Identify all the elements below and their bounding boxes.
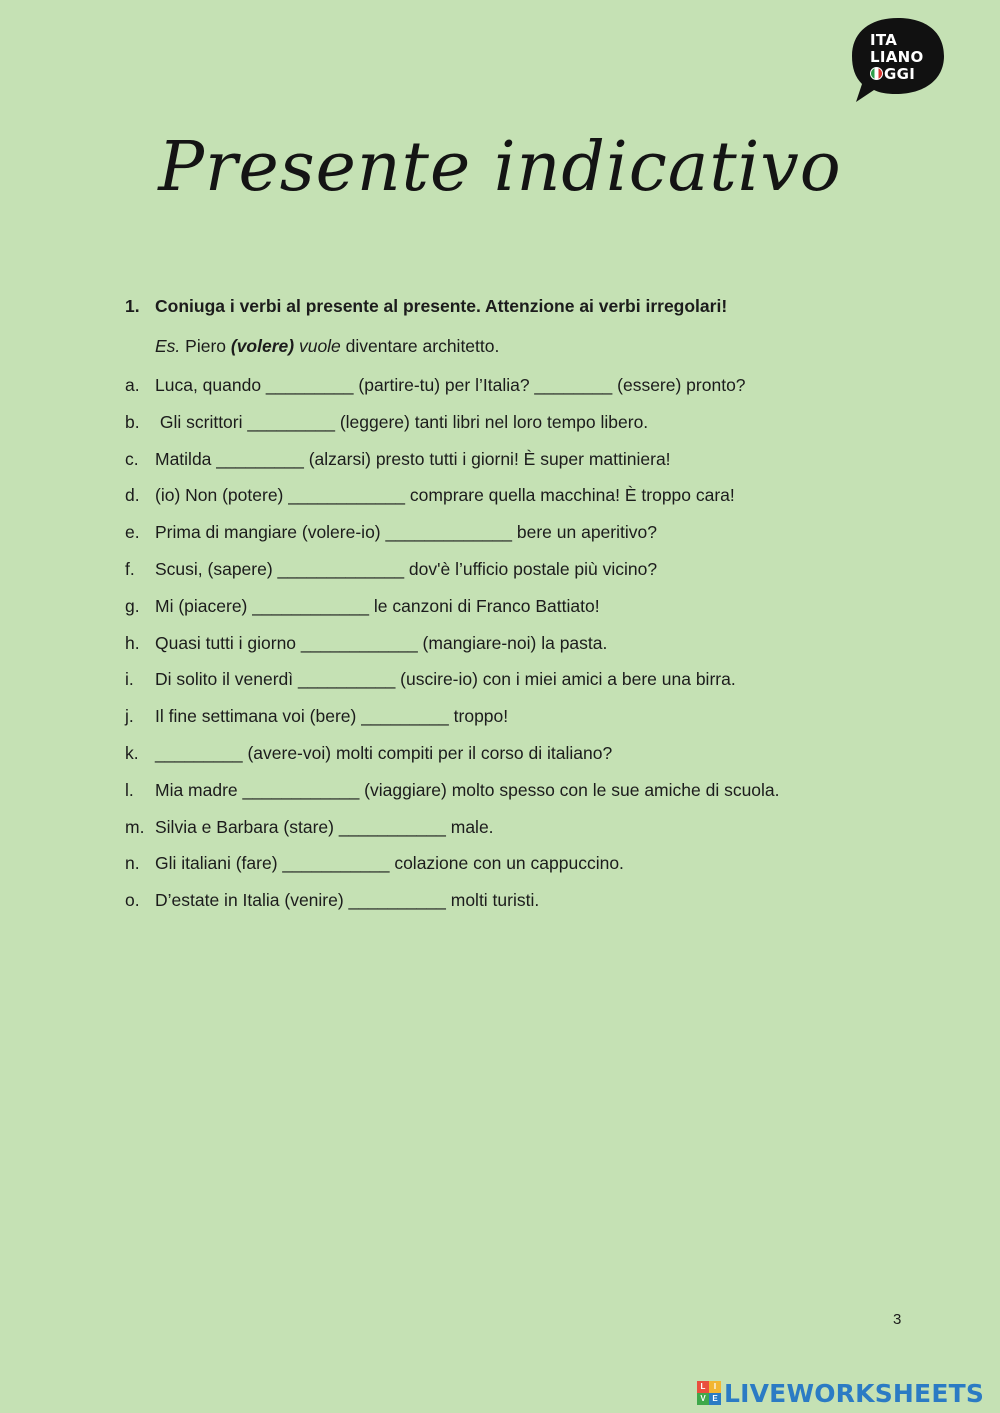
item-letter: e. [125, 522, 140, 543]
item-text: _________ (avere-voi) molti compiti per il corso di italiano? [155, 742, 613, 763]
item-letter: k. [125, 742, 139, 763]
example-verb: (volere) [230, 336, 295, 356]
item-text: Matilda _________ (alzarsi) presto tutti i giorni! È super mattiniera! [155, 448, 671, 469]
item-text: Il fine settimana voi (bere) _________ troppo! [155, 706, 509, 727]
item-text: Prima di mangiare (volere-io) _____________ bere un aperitivo? [155, 522, 657, 543]
example-answer: vuole [294, 336, 341, 356]
item-text: Luca, quando _________ (partire-tu) per l’Italia? ________ (essere) pronto? [155, 375, 746, 395]
icon-tile-v: V [697, 1393, 709, 1405]
exercise-instruction [125, 293, 885, 319]
item-text: Scusi, (sapere) _____________ dov'è l’ufficio postale più vicino? [155, 558, 658, 579]
list-item [125, 446, 885, 483]
item-text: Mia madre ____________ (viaggiare) molto spesso con le sue amiche di scuola. [155, 779, 780, 800]
item-letter: b. [125, 411, 140, 432]
liveworksheets-watermark[interactable] [697, 1376, 984, 1410]
item-letter: n. [125, 853, 140, 874]
item-text: Di solito il venerdì __________ (uscire-io) con i miei amici a bere una birra. [155, 669, 736, 690]
item-letter: h. [125, 632, 140, 653]
page-title: Presente indicativo [158, 128, 842, 207]
list-item [125, 409, 885, 446]
example-subject: Piero [180, 336, 231, 356]
item-letter: a. [125, 375, 140, 395]
icon-tile-l: L [697, 1381, 709, 1393]
icon-tile-i: I [709, 1381, 721, 1393]
exercise [125, 293, 885, 924]
page-number: 3 [893, 1311, 902, 1328]
list-item [125, 703, 885, 740]
icon-tile-e: E [709, 1393, 721, 1405]
list-item [125, 519, 885, 556]
exercise-items [125, 372, 885, 924]
item-text: Quasi tutti i giorno ____________ (mangiare-noi) la pasta. [155, 632, 608, 653]
item-text: Mi (piacere) ____________ le canzoni di Franco Battiato! [155, 595, 600, 616]
example-sentence [155, 333, 885, 359]
logo-line-2: LIANO [870, 48, 924, 66]
item-letter: o. [125, 890, 140, 911]
item-letter: d. [125, 485, 140, 506]
exercise-number: 1. [125, 296, 140, 316]
item-text: Silvia e Barbara (stare) ___________ male. [155, 816, 494, 837]
logo-text [870, 32, 924, 83]
list-item [125, 482, 885, 519]
logo-line-1: ITA [870, 31, 898, 49]
list-item [125, 777, 885, 814]
list-item [125, 850, 885, 887]
instruction-text: Coniuga i verbi al presente al presente. Attenzione ai verbi irregolari! [155, 296, 728, 316]
item-letter: l. [125, 779, 134, 800]
item-letter: g. [125, 595, 140, 616]
list-item [125, 740, 885, 777]
example-rest: diventare architetto. [340, 336, 500, 356]
list-item [125, 593, 885, 630]
item-letter: i. [125, 669, 134, 690]
example-prefix: Es. [155, 336, 181, 356]
logo-line-3: GGI [870, 66, 924, 83]
item-text: D’estate in Italia (venire) __________ molti turisti. [155, 890, 540, 911]
watermark-text: LIVEWORKSHEETS [724, 1378, 985, 1408]
italian-flag-icon [870, 67, 883, 80]
item-text: Gli scrittori _________ (leggere) tanti libri nel loro tempo libero. [155, 411, 649, 432]
item-text: (io) Non (potere) ____________ comprare quella macchina! È troppo cara! [155, 485, 735, 506]
liveworksheets-icon [697, 1381, 721, 1405]
item-letter: c. [125, 448, 139, 469]
item-letter: m. [125, 816, 145, 837]
item-letter: f. [125, 558, 135, 579]
item-letter: j. [125, 706, 134, 727]
list-item [125, 630, 885, 667]
item-text: Gli italiani (fare) ___________ colazione con un cappuccino. [155, 853, 624, 874]
list-item [125, 814, 885, 851]
list-item [125, 372, 885, 409]
list-item [125, 556, 885, 593]
list-item [125, 666, 885, 703]
list-item [125, 887, 885, 924]
italiano-oggi-logo [850, 16, 946, 104]
